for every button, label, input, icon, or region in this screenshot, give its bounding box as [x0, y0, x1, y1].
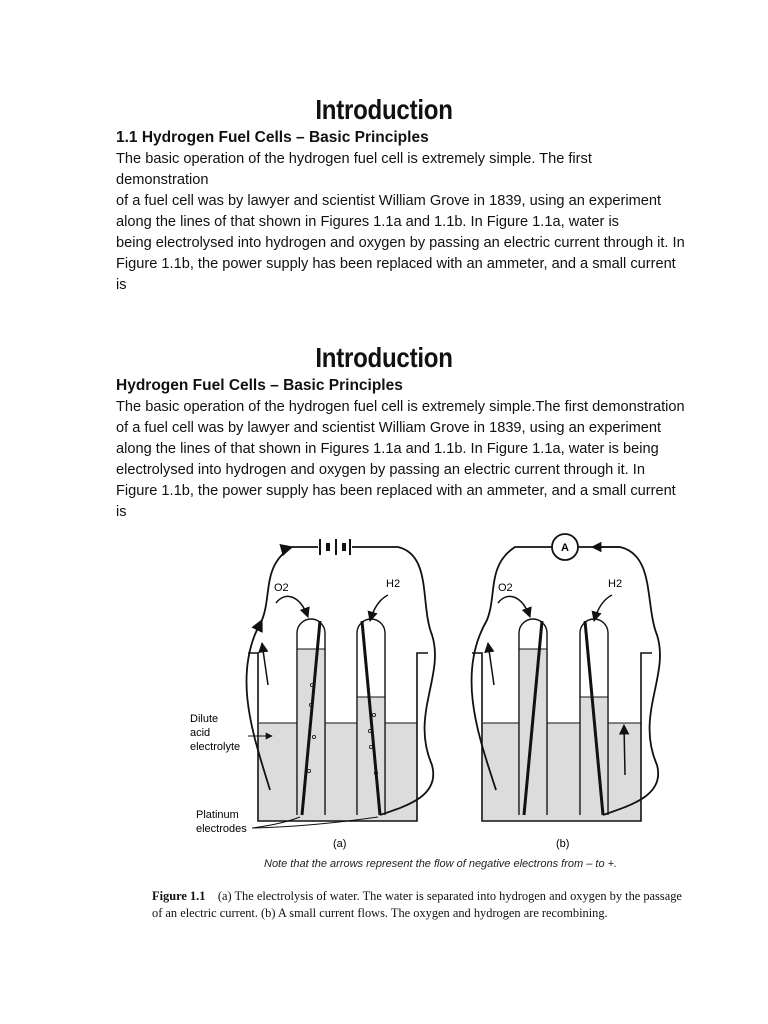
section1-line: The basic operation of the hydrogen fuel cell is extremely simple. The first [116, 151, 592, 167]
section1-heading: 1.1 Hydrogen Fuel Cells – Basic Principles [116, 129, 429, 146]
section1-line: being electrolysed into hydrogen and oxygen by passing an electric current through it. In [116, 235, 685, 251]
electrolyte-label-line1: Dilute [190, 713, 219, 725]
section2-line: electrolysed into hydrogen and oxygen by passing an electric current through it. In [116, 462, 645, 478]
ammeter-label: A [561, 542, 569, 554]
electrolyte-label-line3: electrolyte [190, 741, 241, 753]
section2-title: Introduction [315, 342, 453, 373]
section2-line: The basic operation of the hydrogen fuel cell is extremely simple.The first demonstration [116, 399, 685, 415]
h2-label-a: H2 [386, 578, 401, 590]
ammeter [552, 534, 578, 560]
electrodes-label-line2: electrodes [196, 823, 247, 835]
section1-title: Introduction [315, 94, 453, 125]
caption-label: Figure 1.1 [152, 889, 206, 903]
panel-a-label: (a) [333, 838, 347, 850]
section1-paragraph [116, 149, 706, 296]
electrodes-label-line1: Platinum [196, 809, 239, 821]
section2-paragraph [116, 397, 694, 523]
panel-b-label: (b) [556, 838, 570, 850]
section1-line: of a fuel cell was by lawyer and scientist William Grove in 1839, using an experiment [116, 193, 662, 209]
section2-line: along the lines of that shown in Figures 1.1a and 1.1b. In Figure 1.1a, water is being [116, 441, 659, 457]
section1-line: demonstration [116, 172, 209, 188]
caption-text: (a) The electrolysis of water. The water is separated into hydrogen and oxygen by the passage of an electric current. (b) A small current flows. The oxygen and hydrogen are recombining. [152, 889, 682, 920]
section1-line: is [116, 277, 127, 293]
section2-line: of a fuel cell was by lawyer and scientist William Grove in 1839, using an experiment [116, 420, 662, 436]
o2-label-b: O2 [498, 582, 513, 594]
section2-line: is [116, 504, 127, 520]
h2-label-b: H2 [608, 578, 623, 590]
figure-caption [152, 888, 692, 922]
section2-heading: Hydrogen Fuel Cells – Basic Principles [116, 377, 403, 394]
section2-line: Figure 1.1b, the power supply has been replaced with an ammeter, and a small current [116, 483, 676, 499]
electrolysis-figure [0, 525, 768, 865]
section1-line: along the lines of that shown in Figures 1.1a and 1.1b. In Figure 1.1a, water is [116, 214, 619, 230]
electrolyte-label-line2: acid [190, 727, 211, 739]
o2-label-a: O2 [274, 582, 289, 594]
figure-note: Note that the arrows represent the flow of negative electrons from – to +. [264, 858, 618, 870]
section1-line: Figure 1.1b, the power supply has been replaced with an ammeter, and a small current [116, 256, 676, 272]
